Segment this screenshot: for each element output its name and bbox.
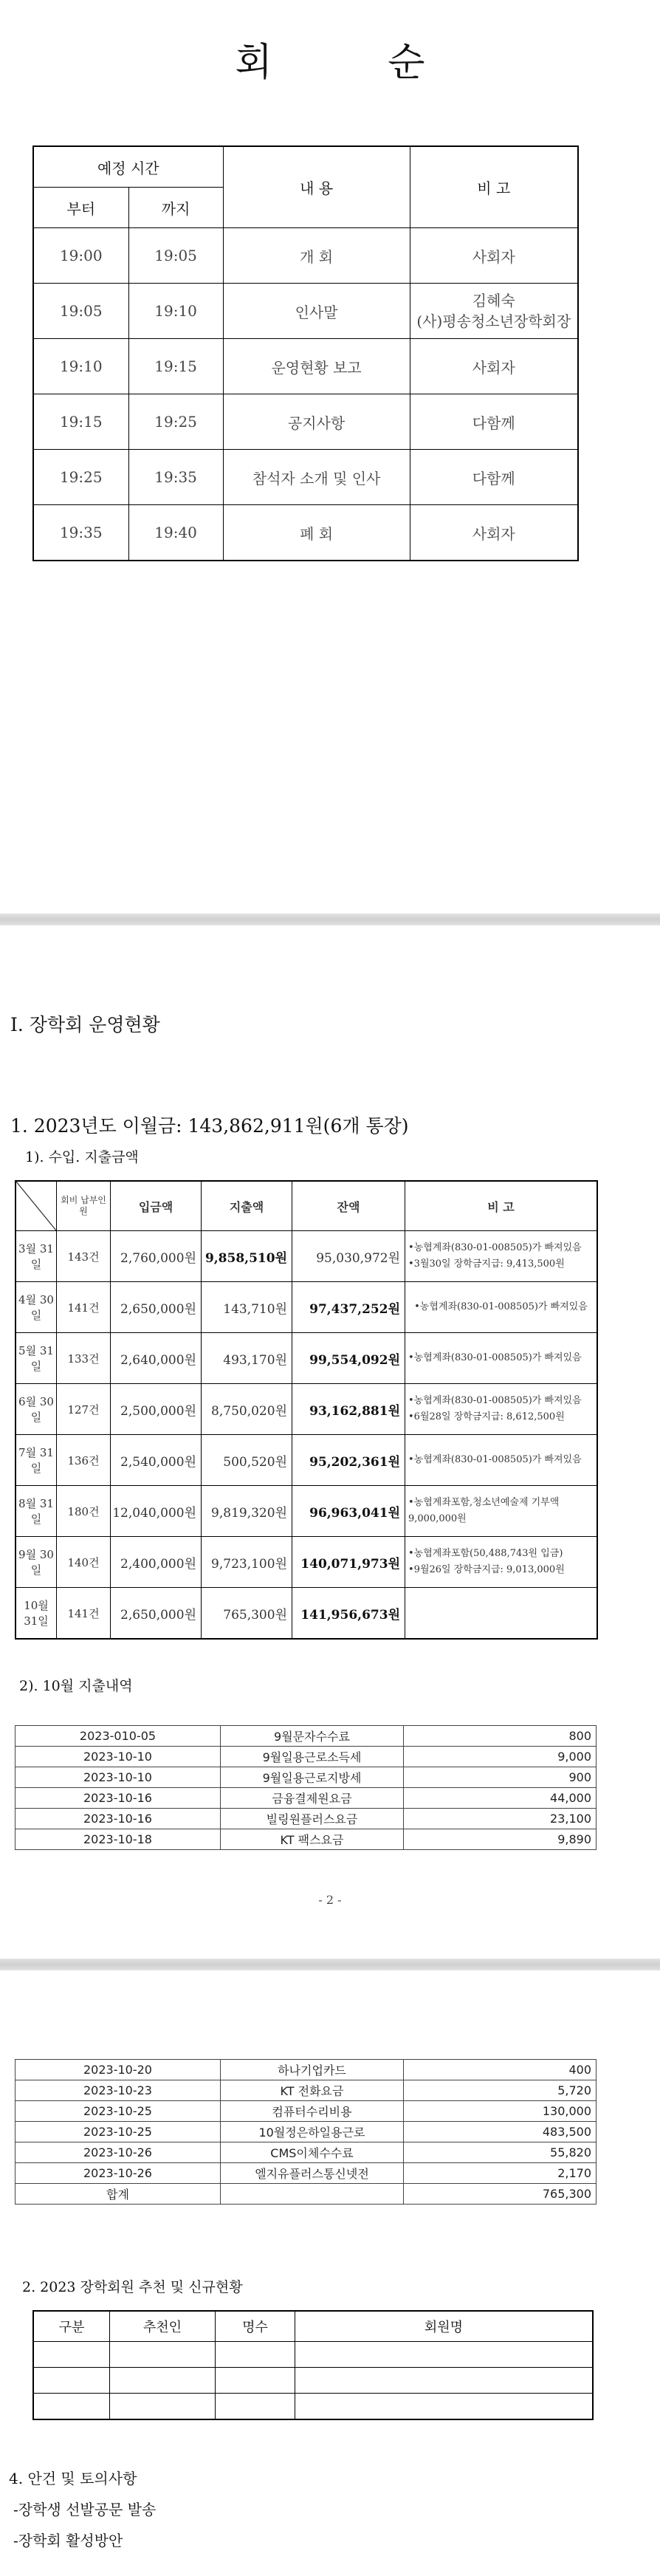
amount: 130,000 [404,2101,597,2122]
recommender-cell [110,2368,216,2394]
schedule-row [33,505,578,561]
page-separator [0,914,660,925]
balance: 141,956,673원 [292,1588,405,1640]
expense-row [16,2080,597,2101]
finance-row [16,1231,597,1282]
type-cell [33,2368,110,2394]
recommender-cell [110,2394,216,2420]
agenda-item: -장학생 선발공문 발송 [13,2501,157,2518]
content: 참석자 소개 및 인사 [223,450,410,505]
date: 2023-10-26 [16,2163,221,2184]
finance-row [16,1537,597,1588]
note [405,1537,598,1588]
date: 2023-10-26 [16,2142,221,2163]
expense: 500,520원 [202,1435,292,1486]
members: 143건 [57,1231,111,1282]
type-cell [33,2394,110,2420]
members-cell [295,2368,594,2394]
expense: 9,819,320원 [202,1486,292,1537]
note-line: •6월28일 장학금지급: 8,612,500원 [408,1411,565,1422]
from: 19:00 [33,228,128,284]
schedule-row [33,339,578,394]
expense: 9,723,100원 [202,1537,292,1588]
note-line: •농협계좌(830-01-008505)가 빠져있음 [408,1242,582,1253]
income-expense-subtitle: 1). 수입. 지출금액 [25,1149,139,1165]
members: 141건 [57,1282,111,1333]
date: 2023-10-25 [16,2122,221,2142]
month: 7월 31일 [16,1435,57,1486]
note-line: •농협계좌포함(50,488,743원 입금) [408,1548,563,1559]
expense-table-b [15,2059,597,2205]
amount: 800 [404,1726,597,1747]
note-line: •농협계좌(830-01-008505)가 빠져있음 [408,1352,582,1363]
header-members: 회비 납부인원 [57,1181,111,1231]
month: 4월 30일 [16,1282,57,1333]
date: 2023-10-20 [16,2060,221,2080]
schedule-row [33,394,578,450]
to: 19:10 [128,284,223,339]
to: 19:40 [128,505,223,561]
item: 9월문자수수료 [221,1726,404,1747]
recommendation-row [33,2394,593,2420]
members-cell [295,2342,594,2368]
note [410,284,578,339]
recommendation-row [33,2368,593,2394]
members: 180건 [57,1486,111,1537]
item: 9월일용근로지방세 [221,1767,404,1788]
expense: 765,300원 [202,1588,292,1640]
month: 8월 31일 [16,1486,57,1537]
header-count: 명수 [216,2311,295,2342]
date: 2023-10-23 [16,2080,221,2101]
header-type: 구분 [33,2311,110,2342]
expense-row [16,1747,597,1767]
schedule-row [33,284,578,339]
header-from: 부터 [33,188,128,228]
note [405,1282,598,1333]
header-balance: 잔액 [292,1181,405,1231]
balance: 93,162,881원 [292,1384,405,1435]
october-expense-subtitle: 2). 10월 지출내역 [19,1678,133,1694]
header-to: 까지 [128,188,223,228]
note-line: •농협계좌(830-01-008505)가 빠져있음 [414,1301,588,1312]
note [405,1333,598,1384]
header-note: 비 고 [405,1181,598,1231]
note: 다함께 [410,394,578,450]
note [405,1486,598,1537]
balance: 96,963,041원 [292,1486,405,1537]
total-amount: 765,300 [404,2184,597,2205]
header-content: 내 용 [223,146,410,228]
count-cell [216,2368,295,2394]
expense-row [16,2060,597,2080]
from: 19:15 [33,394,128,450]
members: 136건 [57,1435,111,1486]
amount: 44,000 [404,1788,597,1809]
income: 2,500,000원 [111,1384,202,1435]
content: 개 회 [223,228,410,284]
amount: 9,000 [404,1747,597,1767]
carryover-subtitle: 1. 2023년도 이월금: 143,862,911원(6개 통장) [10,1115,409,1137]
note-title: (사)평송청소년장학회장 [416,312,571,330]
income: 2,760,000원 [111,1231,202,1282]
total-label: 합계 [16,2184,221,2205]
date: 2023-10-10 [16,1747,221,1767]
from: 19:05 [33,284,128,339]
agenda-title: 4. 안건 및 토의사항 [9,2470,137,2487]
finance-row [16,1435,597,1486]
date: 2023-10-25 [16,2101,221,2122]
date: 2023-10-10 [16,1767,221,1788]
balance: 99,554,092원 [292,1333,405,1384]
total-row [16,2184,597,2205]
note [405,1588,598,1640]
finance-row [16,1588,597,1640]
income: 2,540,000원 [111,1435,202,1486]
finance-row [16,1333,597,1384]
item: KT 전화요금 [221,2080,404,2101]
diagonal-header-cell [16,1181,57,1231]
finance-row [16,1282,597,1333]
note: 사회자 [410,505,578,561]
month: 10월 31일 [16,1588,57,1640]
income: 12,040,000원 [111,1486,202,1537]
income: 2,640,000원 [111,1333,202,1384]
content: 폐 회 [223,505,410,561]
expense-row [16,2163,597,2184]
balance: 140,071,973원 [292,1537,405,1588]
note-line: •농협계좌(830-01-008505)가 빠져있음 [408,1395,582,1406]
header-expense: 지출액 [202,1181,292,1231]
section-title: I. 장학회 운영현황 [10,1014,160,1035]
expense-row [16,2122,597,2142]
finance-table [15,1180,598,1640]
amount: 55,820 [404,2142,597,2163]
to: 19:25 [128,394,223,450]
month: 3월 31일 [16,1231,57,1282]
recommendation-table [32,2310,594,2420]
note-line: •9월26일 장학금지급: 9,013,000원 [408,1564,565,1575]
amount: 2,170 [404,2163,597,2184]
note [405,1231,598,1282]
date: 2023-10-16 [16,1788,221,1809]
amount: 900 [404,1767,597,1788]
expense-row [16,2101,597,2122]
note: 사회자 [410,339,578,394]
members: 133건 [57,1333,111,1384]
balance: 95,202,361원 [292,1435,405,1486]
balance: 95,030,972원 [292,1231,405,1282]
expense-row [16,1767,597,1788]
members: 141건 [57,1588,111,1640]
expense-row [16,1809,597,1829]
to: 19:15 [128,339,223,394]
amount: 9,890 [404,1829,597,1850]
expense-row [16,1788,597,1809]
members: 127건 [57,1384,111,1435]
finance-row [16,1486,597,1537]
note: 사회자 [410,228,578,284]
count-cell [216,2342,295,2368]
balance: 97,437,252원 [292,1282,405,1333]
item: 9월일용근로소득세 [221,1747,404,1767]
expense-row [16,1829,597,1850]
income: 2,650,000원 [111,1282,202,1333]
page-separator [0,1959,660,1970]
income: 2,650,000원 [111,1588,202,1640]
date: 2023-10-18 [16,1829,221,1850]
finance-row [16,1384,597,1435]
schedule-table [32,145,579,561]
item: CMS이체수수료 [221,2142,404,2163]
amount: 5,720 [404,2080,597,2101]
members-cell [295,2394,594,2420]
from: 19:35 [33,505,128,561]
note [405,1384,598,1435]
note-line: •3월30일 장학금지급: 9,413,500원 [408,1258,565,1270]
recommender-cell [110,2342,216,2368]
expense-row [16,1726,597,1747]
page-number: - 2 - [318,1893,342,1907]
amount: 483,500 [404,2122,597,2142]
expense: 8,750,020원 [202,1384,292,1435]
income: 2,400,000원 [111,1537,202,1588]
content: 운영현황 보고 [223,339,410,394]
item: KT 팩스요금 [221,1829,404,1850]
item: 빌링원플러스요금 [221,1809,404,1829]
expense: 9,858,510원 [202,1231,292,1282]
amount: 400 [404,2060,597,2080]
date: 2023-010-05 [16,1726,221,1747]
recommendation-title: 2. 2023 장학회원 추천 및 신규현황 [22,2279,243,2295]
month: 9월 30일 [16,1537,57,1588]
expense-row [16,2142,597,2163]
expense: 493,170원 [202,1333,292,1384]
note: 다함께 [410,450,578,505]
item: 엘지유플러스통신넷전 [221,2163,404,2184]
header-recommender: 추천인 [110,2311,216,2342]
from: 19:10 [33,339,128,394]
header-time: 예정 시간 [33,146,223,188]
schedule-row [33,228,578,284]
header-note: 비 고 [410,146,578,228]
month: 5월 31일 [16,1333,57,1384]
item: 금융결제원요금 [221,1788,404,1809]
to: 19:35 [128,450,223,505]
item: 10월정은하일용근로 [221,2122,404,2142]
type-cell [33,2342,110,2368]
date: 2023-10-16 [16,1809,221,1829]
page-title: 회 순 [235,41,477,85]
total-empty [221,2184,404,2205]
header-income: 입금액 [111,1181,202,1231]
expense: 143,710원 [202,1282,292,1333]
header-members: 회원명 [295,2311,594,2342]
schedule-row [33,450,578,505]
note-line: •농협계좌(830-01-008505)가 빠져있음 [408,1454,582,1465]
recommendation-row [33,2342,593,2368]
amount: 23,100 [404,1809,597,1829]
item: 컴퓨터수리비용 [221,2101,404,2122]
expense-table-a [15,1725,597,1850]
members: 140건 [57,1537,111,1588]
content: 인사말 [223,284,410,339]
item: 하나기업카드 [221,2060,404,2080]
note-line: •농협계좌포함,청소년예술제 기부액 9,000,000원 [408,1497,560,1524]
content: 공지사항 [223,394,410,450]
note-name: 김혜숙 [472,292,515,309]
note [405,1435,598,1486]
to: 19:05 [128,228,223,284]
month: 6월 30일 [16,1384,57,1435]
from: 19:25 [33,450,128,505]
count-cell [216,2394,295,2420]
agenda-item: -장학회 활성방안 [13,2532,123,2549]
